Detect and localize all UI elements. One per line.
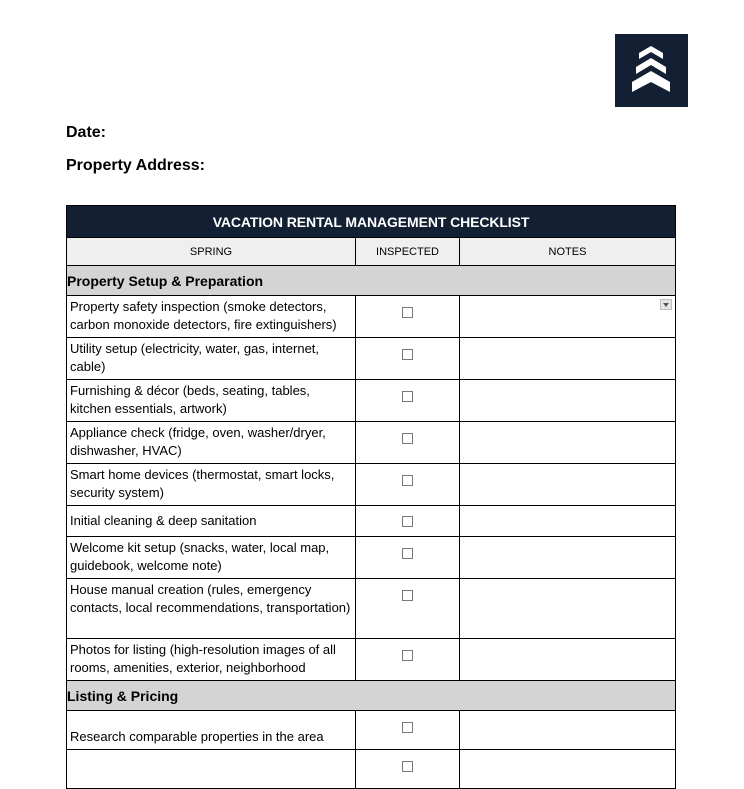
- inspected-checkbox[interactable]: [402, 516, 413, 527]
- column-header-inspected: INSPECTED: [356, 238, 460, 266]
- inspected-checkbox[interactable]: [402, 548, 413, 559]
- inspected-checkbox[interactable]: [402, 590, 413, 601]
- inspected-cell: [356, 506, 460, 537]
- notes-cell[interactable]: [460, 537, 676, 579]
- table-row: [67, 579, 676, 639]
- date-label: Date:: [66, 124, 107, 141]
- task-cell: [67, 750, 356, 789]
- table-title-row: [67, 206, 676, 238]
- inspected-cell: [356, 579, 460, 639]
- section-header-row: [67, 266, 676, 296]
- table-row: [67, 422, 676, 464]
- column-header-row: [67, 238, 676, 266]
- notes-cell[interactable]: [460, 464, 676, 506]
- notes-cell[interactable]: [460, 380, 676, 422]
- stacked-chevrons-icon: [615, 34, 688, 107]
- property-address-label: Property Address:: [66, 157, 205, 174]
- table-row: [67, 537, 676, 579]
- task-cell: Welcome kit setup (snacks, water, local map, guidebook, welcome note): [67, 537, 356, 579]
- checklist-table: [66, 205, 676, 789]
- inspected-checkbox[interactable]: [402, 391, 413, 402]
- inspected-cell: [356, 296, 460, 338]
- task-cell: Appliance check (fridge, oven, washer/dryer, dishwasher, HVAC): [67, 422, 356, 464]
- table-row: [67, 506, 676, 537]
- inspected-checkbox[interactable]: [402, 307, 413, 318]
- notes-cell[interactable]: [460, 338, 676, 380]
- inspected-cell: [356, 750, 460, 789]
- task-cell: Furnishing & décor (beds, seating, tables, kitchen essentials, artwork): [67, 380, 356, 422]
- inspected-cell: [356, 537, 460, 579]
- task-cell: Utility setup (electricity, water, gas, internet, cable): [67, 338, 356, 380]
- notes-cell[interactable]: [460, 506, 676, 537]
- notes-cell[interactable]: [460, 296, 676, 338]
- inspected-checkbox[interactable]: [402, 722, 413, 733]
- task-cell: Photos for listing (high-resolution images of all rooms, amenities, exterior, neighborhood: [67, 639, 356, 681]
- dropdown-arrow-icon[interactable]: [660, 299, 672, 310]
- notes-cell[interactable]: [460, 750, 676, 789]
- table-row: [67, 380, 676, 422]
- section-title: Listing & Pricing: [67, 681, 676, 711]
- table-row: [67, 639, 676, 681]
- task-cell: Research comparable properties in the area: [67, 711, 356, 750]
- inspected-checkbox[interactable]: [402, 475, 413, 486]
- inspected-checkbox[interactable]: [402, 761, 413, 772]
- task-cell: Smart home devices (thermostat, smart locks, security system): [67, 464, 356, 506]
- section-header-row: [67, 681, 676, 711]
- table-title: VACATION RENTAL MANAGEMENT CHECKLIST: [67, 206, 676, 238]
- task-cell: Initial cleaning & deep sanitation: [67, 506, 356, 537]
- notes-cell[interactable]: [460, 639, 676, 681]
- task-cell: Property safety inspection (smoke detectors, carbon monoxide detectors, fire extinguishers): [67, 296, 356, 338]
- inspected-checkbox[interactable]: [402, 650, 413, 661]
- inspected-cell: [356, 338, 460, 380]
- notes-cell[interactable]: [460, 422, 676, 464]
- inspected-cell: [356, 422, 460, 464]
- table-row: [67, 296, 676, 338]
- inspected-cell: [356, 380, 460, 422]
- company-logo: [615, 34, 688, 107]
- section-title: Property Setup & Preparation: [67, 266, 676, 296]
- notes-cell[interactable]: [460, 579, 676, 639]
- task-cell: House manual creation (rules, emergency contacts, local recommendations, transportation): [67, 579, 356, 639]
- table-row: [67, 338, 676, 380]
- inspected-cell: [356, 711, 460, 750]
- table-row: [67, 464, 676, 506]
- inspected-cell: [356, 639, 460, 681]
- inspected-checkbox[interactable]: [402, 349, 413, 360]
- table-row: [67, 750, 676, 789]
- inspected-cell: [356, 464, 460, 506]
- column-header-notes: NOTES: [460, 238, 676, 266]
- inspected-checkbox[interactable]: [402, 433, 413, 444]
- column-header-spring: SPRING: [67, 238, 356, 266]
- table-row: [67, 711, 676, 750]
- notes-cell[interactable]: [460, 711, 676, 750]
